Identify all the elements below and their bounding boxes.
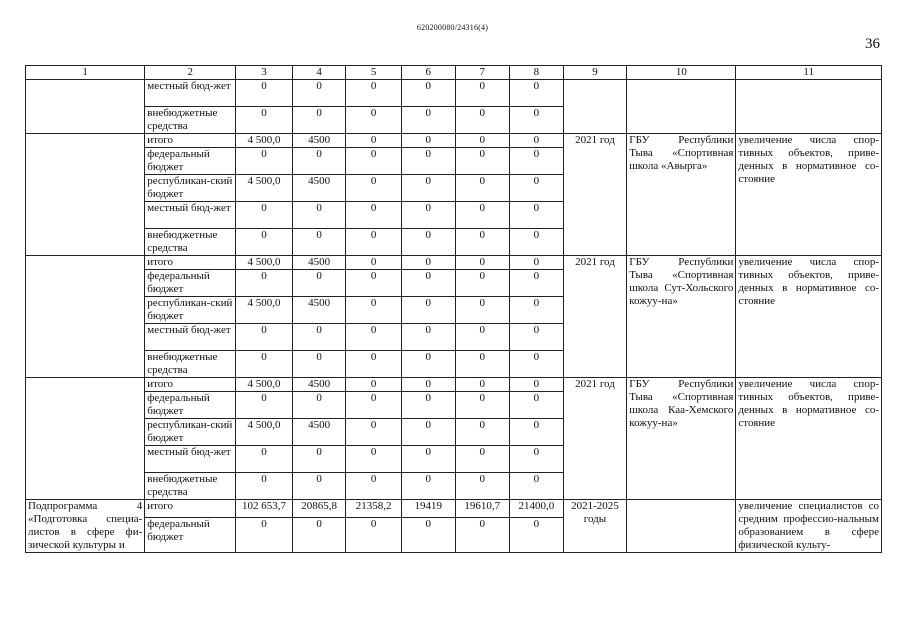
funding-source-label: внебюджетные средства [145, 473, 236, 500]
amount-cell: 0 [292, 324, 346, 351]
amount-cell: 0 [510, 297, 564, 324]
amount-cell: 4500 [292, 297, 346, 324]
amount-cell: 4 500,0 [236, 419, 293, 446]
budget-table [25, 65, 882, 553]
amount-cell: 0 [510, 351, 564, 378]
amount-cell: 0 [455, 107, 510, 134]
amount-cell: 4 500,0 [236, 297, 293, 324]
column-number: 1 [26, 66, 145, 80]
amount-cell: 0 [292, 229, 346, 256]
funding-source-label: федеральный бюджет [145, 270, 236, 297]
amount-cell: 0 [292, 392, 346, 419]
executor-cell: ГБУ Республики Тыва «Спортивная школа Каа-Хемского кожуу-на» [627, 378, 736, 500]
funding-source-label: итого [145, 256, 236, 270]
amount-cell: 4 500,0 [236, 134, 293, 148]
amount-cell: 0 [236, 229, 293, 256]
document-id: 620200080/24316(4) [416, 23, 489, 32]
funding-source-label: местный бюд-жет [145, 324, 236, 351]
executor-cell [627, 80, 736, 134]
amount-cell: 0 [401, 134, 455, 148]
funding-source-label: федеральный бюджет [145, 392, 236, 419]
amount-cell: 0 [455, 518, 510, 553]
column-number: 3 [236, 66, 293, 80]
amount-cell: 21400,0 [510, 500, 564, 518]
amount-cell: 4 500,0 [236, 378, 293, 392]
expected-result-cell: увеличение числа спор-тивных объектов, приве-денных в нормативное со-стояние [736, 134, 882, 256]
column-number: 6 [401, 66, 455, 80]
amount-cell: 0 [455, 229, 510, 256]
amount-cell: 0 [292, 473, 346, 500]
amount-cell: 0 [510, 229, 564, 256]
amount-cell: 0 [455, 256, 510, 270]
amount-cell: 0 [292, 270, 346, 297]
amount-cell: 0 [292, 80, 346, 107]
amount-cell: 0 [455, 419, 510, 446]
amount-cell: 0 [346, 107, 402, 134]
amount-cell: 0 [401, 351, 455, 378]
amount-cell: 0 [292, 107, 346, 134]
amount-cell: 0 [510, 107, 564, 134]
amount-cell: 0 [346, 518, 402, 553]
funding-source-label: внебюджетные средства [145, 107, 236, 134]
amount-cell: 0 [455, 392, 510, 419]
amount-cell: 4500 [292, 378, 346, 392]
amount-cell: 0 [401, 107, 455, 134]
amount-cell: 0 [455, 297, 510, 324]
period-cell: 2021 год [563, 134, 627, 256]
funding-source-label: республикан-ский бюджет [145, 297, 236, 324]
program-cell: Подпрограмма 4 «Подготовка специа-листов в сфере фи-зической культуры и [26, 500, 145, 553]
amount-cell: 0 [401, 148, 455, 175]
amount-cell: 0 [292, 446, 346, 473]
executor-cell [627, 500, 736, 553]
amount-cell: 0 [346, 419, 402, 446]
amount-cell: 0 [236, 148, 293, 175]
expected-result-cell: увеличение числа спор-тивных объектов, приве-денных в нормативное со-стояние [736, 378, 882, 500]
funding-source-label: федеральный бюджет [145, 518, 236, 553]
funding-source-label: итого [145, 134, 236, 148]
amount-cell: 0 [510, 392, 564, 419]
table-row [26, 256, 882, 270]
amount-cell: 0 [455, 473, 510, 500]
amount-cell: 0 [510, 324, 564, 351]
amount-cell: 0 [346, 80, 402, 107]
expected-result-cell: увеличение числа спор-тивных объектов, приве-денных в нормативное со-стояние [736, 256, 882, 378]
amount-cell: 0 [346, 134, 402, 148]
amount-cell: 0 [236, 518, 293, 553]
amount-cell: 20865,8 [292, 500, 346, 518]
amount-cell: 4500 [292, 134, 346, 148]
amount-cell: 0 [510, 473, 564, 500]
amount-cell: 0 [292, 351, 346, 378]
column-number: 2 [145, 66, 236, 80]
column-number: 5 [346, 66, 402, 80]
funding-source-label: местный бюд-жет [145, 446, 236, 473]
amount-cell: 0 [236, 392, 293, 419]
period-cell: 2021 год [563, 256, 627, 378]
amount-cell: 0 [401, 518, 455, 553]
amount-cell: 0 [455, 175, 510, 202]
amount-cell: 4500 [292, 256, 346, 270]
amount-cell: 0 [455, 324, 510, 351]
amount-cell: 0 [510, 134, 564, 148]
funding-source-label: внебюджетные средства [145, 229, 236, 256]
funding-source-label: внебюджетные средства [145, 351, 236, 378]
amount-cell: 0 [401, 419, 455, 446]
amount-cell: 19610,7 [455, 500, 510, 518]
amount-cell: 0 [236, 107, 293, 134]
amount-cell: 0 [510, 175, 564, 202]
funding-source-label: итого [145, 500, 236, 518]
amount-cell: 0 [455, 134, 510, 148]
amount-cell: 0 [346, 229, 402, 256]
amount-cell: 0 [401, 256, 455, 270]
table-row [26, 134, 882, 148]
amount-cell: 0 [292, 202, 346, 229]
amount-cell: 0 [346, 175, 402, 202]
amount-cell: 0 [346, 473, 402, 500]
amount-cell: 0 [510, 378, 564, 392]
amount-cell: 0 [401, 473, 455, 500]
amount-cell: 0 [510, 419, 564, 446]
amount-cell: 0 [510, 148, 564, 175]
program-cell [26, 378, 145, 500]
period-cell: 2021 год [563, 378, 627, 500]
amount-cell: 0 [346, 297, 402, 324]
amount-cell: 0 [346, 446, 402, 473]
amount-cell: 0 [236, 446, 293, 473]
amount-cell: 0 [401, 229, 455, 256]
amount-cell: 0 [346, 270, 402, 297]
amount-cell: 0 [401, 202, 455, 229]
expected-result-cell [736, 80, 882, 134]
column-number-row [26, 66, 882, 80]
amount-cell: 4 500,0 [236, 256, 293, 270]
column-number: 10 [627, 66, 736, 80]
program-cell [26, 80, 145, 134]
amount-cell: 0 [236, 80, 293, 107]
column-number: 8 [510, 66, 564, 80]
amount-cell: 0 [455, 80, 510, 107]
funding-source-label: местный бюд-жет [145, 80, 236, 107]
program-cell [26, 134, 145, 256]
amount-cell: 0 [236, 324, 293, 351]
amount-cell: 0 [455, 202, 510, 229]
amount-cell: 0 [346, 148, 402, 175]
expected-result-cell: увеличение специалистов со средним профессио-нальным образованием в сфере физической культу- [736, 500, 882, 553]
amount-cell: 0 [346, 378, 402, 392]
amount-cell: 0 [455, 446, 510, 473]
executor-cell: ГБУ Республики Тыва «Спортивная школа Сут-Хольского кожуу-на» [627, 256, 736, 378]
amount-cell: 0 [510, 202, 564, 229]
amount-cell: 0 [510, 518, 564, 553]
amount-cell: 0 [236, 473, 293, 500]
amount-cell: 0 [401, 175, 455, 202]
funding-source-label: республикан-ский бюджет [145, 419, 236, 446]
amount-cell: 0 [510, 446, 564, 473]
column-number: 7 [455, 66, 510, 80]
amount-cell: 0 [401, 80, 455, 107]
executor-cell: ГБУ Республики Тыва «Спортивная школа «Авырга» [627, 134, 736, 256]
amount-cell: 0 [455, 148, 510, 175]
amount-cell: 4500 [292, 419, 346, 446]
amount-cell: 0 [401, 297, 455, 324]
page-number: 36 [865, 36, 880, 52]
amount-cell: 0 [346, 351, 402, 378]
funding-source-label: итого [145, 378, 236, 392]
amount-cell: 0 [401, 446, 455, 473]
table-row [26, 500, 882, 518]
amount-cell: 0 [346, 392, 402, 419]
table-row [26, 378, 882, 392]
table-row [26, 80, 882, 107]
column-number: 11 [736, 66, 882, 80]
amount-cell: 0 [510, 80, 564, 107]
funding-source-label: федеральный бюджет [145, 148, 236, 175]
amount-cell: 0 [236, 351, 293, 378]
amount-cell: 0 [346, 256, 402, 270]
amount-cell: 0 [455, 270, 510, 297]
amount-cell: 0 [401, 270, 455, 297]
funding-source-label: республикан-ский бюджет [145, 175, 236, 202]
amount-cell: 0 [510, 270, 564, 297]
program-cell [26, 256, 145, 378]
amount-cell: 0 [236, 202, 293, 229]
amount-cell: 19419 [401, 500, 455, 518]
amount-cell: 0 [401, 378, 455, 392]
funding-source-label: местный бюд-жет [145, 202, 236, 229]
amount-cell: 0 [346, 202, 402, 229]
amount-cell: 0 [455, 351, 510, 378]
amount-cell: 0 [292, 148, 346, 175]
period-cell [563, 80, 627, 134]
amount-cell: 0 [236, 270, 293, 297]
amount-cell: 0 [455, 378, 510, 392]
column-number: 9 [563, 66, 627, 80]
amount-cell: 4500 [292, 175, 346, 202]
amount-cell: 0 [510, 256, 564, 270]
amount-cell: 0 [401, 392, 455, 419]
amount-cell: 0 [292, 518, 346, 553]
amount-cell: 0 [346, 324, 402, 351]
amount-cell: 102 653,7 [236, 500, 293, 518]
period-cell: 2021-2025 годы [563, 500, 627, 553]
amount-cell: 21358,2 [346, 500, 402, 518]
column-number: 4 [292, 66, 346, 80]
amount-cell: 0 [401, 324, 455, 351]
amount-cell: 4 500,0 [236, 175, 293, 202]
